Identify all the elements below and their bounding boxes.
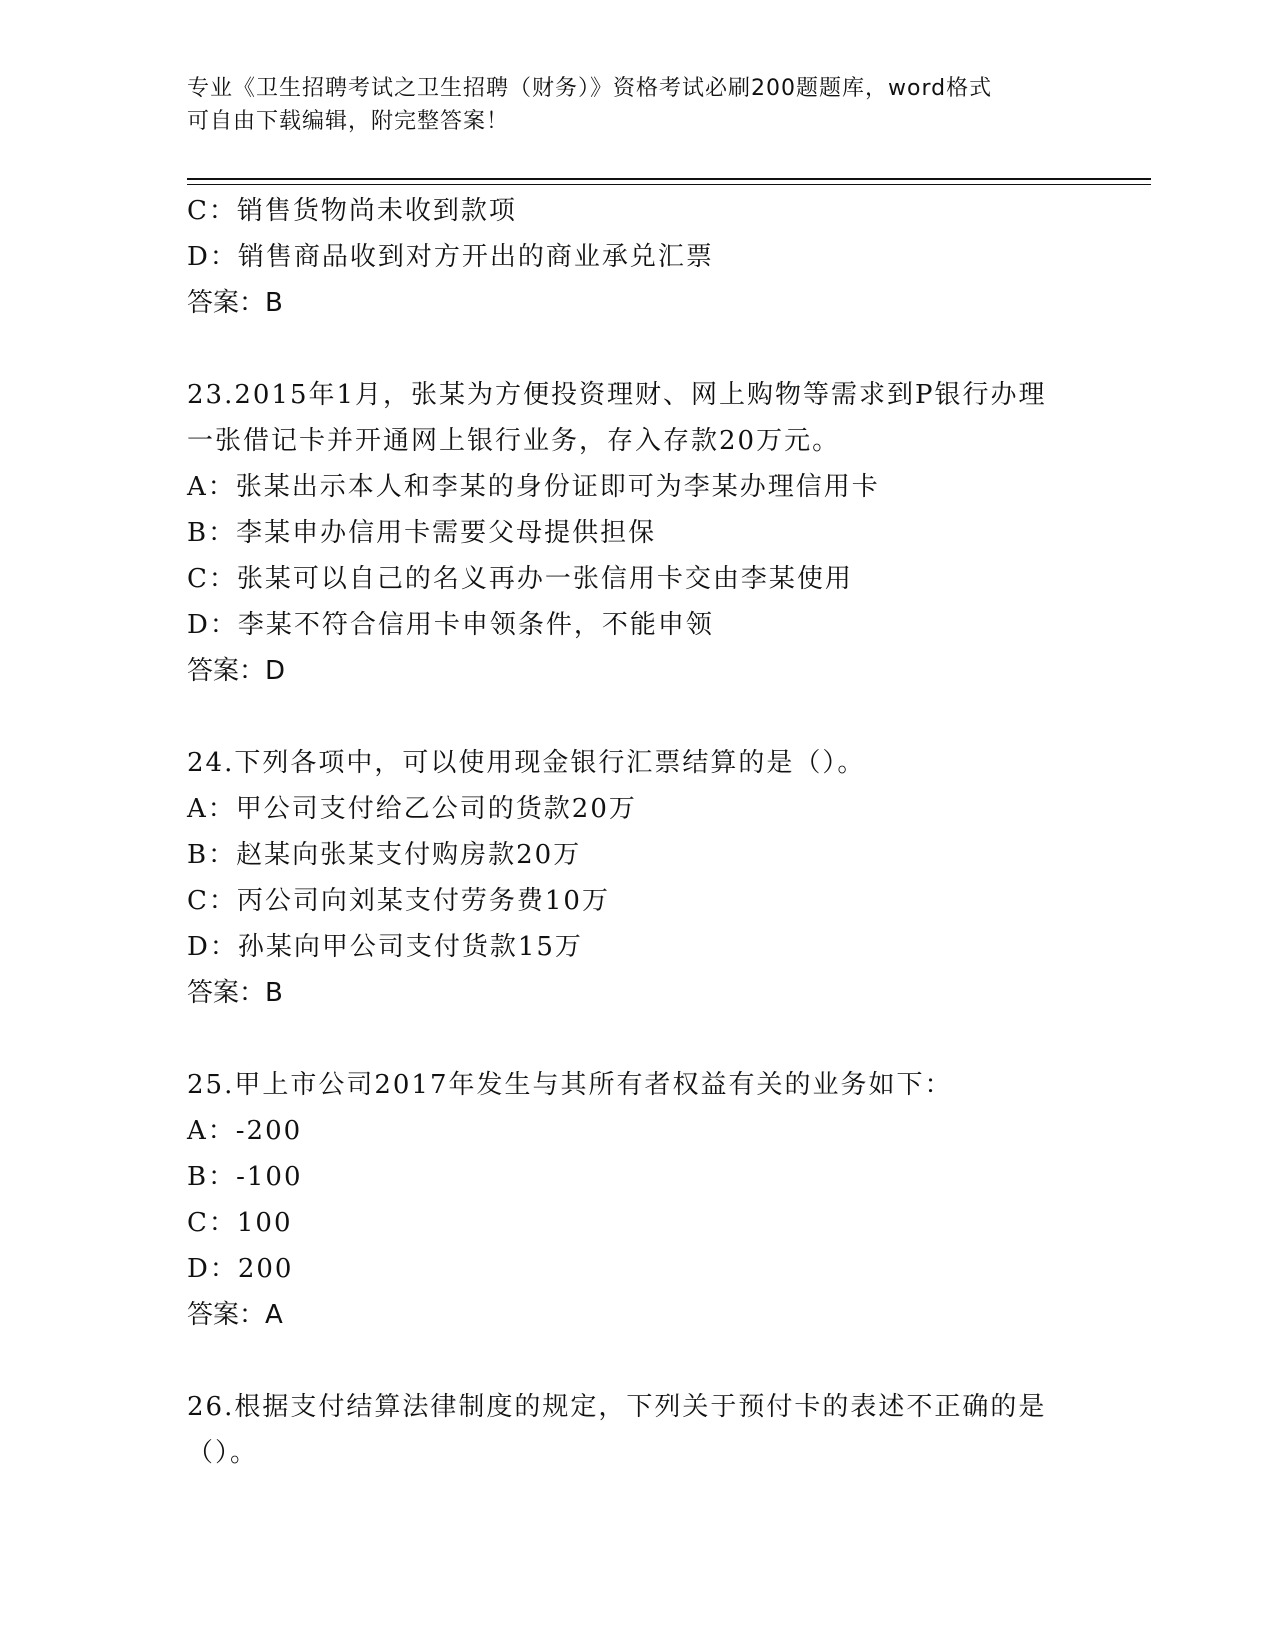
spacer xyxy=(187,1338,1087,1384)
answer-line: 答案：D xyxy=(187,656,286,686)
option-c: C：张某可以自己的名义再办一张信用卡交由李某使用 xyxy=(187,564,853,594)
option-b: B：-100 xyxy=(187,1162,303,1192)
question-list xyxy=(187,188,1087,1476)
option-c: C：100 xyxy=(187,1208,293,1238)
question-block-24 xyxy=(187,740,1087,1016)
question-stem: （）。 xyxy=(187,1438,259,1468)
header-title-line-1: 专业《卫生招聘考试之卫生招聘（财务）》资格考试必刷200题题库，word格式 xyxy=(187,76,993,101)
header-divider-thick xyxy=(187,178,1151,180)
option-c: C：丙公司向刘某支付劳务费10万 xyxy=(187,886,610,916)
answer-line: 答案：B xyxy=(187,978,283,1008)
question-block-23 xyxy=(187,372,1087,694)
option-d: D：销售商品收到对方开出的商业承兑汇票 xyxy=(187,242,714,272)
answer-line: 答案：A xyxy=(187,1300,283,1330)
question-stem: 23.2015年1月，张某为方便投资理财、网上购物等需求到P银行办理 xyxy=(187,380,1047,410)
question-block-previous xyxy=(187,188,1087,326)
spacer xyxy=(187,694,1087,740)
option-b: B：李某申办信用卡需要父母提供担保 xyxy=(187,518,657,548)
spacer xyxy=(187,326,1087,372)
option-c: C：销售货物尚未收到款项 xyxy=(187,196,517,226)
option-d: D：李某不符合信用卡申领条件，不能申领 xyxy=(187,610,714,640)
answer-line: 答案：B xyxy=(187,288,283,318)
question-stem: 26.根据支付结算法律制度的规定，下列关于预付卡的表述不正确的是 xyxy=(187,1392,1047,1422)
question-stem: 一张借记卡并开通网上银行业务，存入存款20万元。 xyxy=(187,426,841,456)
header-divider-thin xyxy=(187,184,1151,185)
option-a: A：甲公司支付给乙公司的货款20万 xyxy=(187,794,637,824)
option-a: A：-200 xyxy=(187,1116,303,1146)
question-block-26 xyxy=(187,1384,1087,1476)
option-b: B：赵某向张某支付购房款20万 xyxy=(187,840,582,870)
question-stem: 24.下列各项中，可以使用现金银行汇票结算的是（）。 xyxy=(187,748,866,778)
option-d: D：孙某向甲公司支付货款15万 xyxy=(187,932,583,962)
spacer xyxy=(187,1016,1087,1062)
question-block-25 xyxy=(187,1062,1087,1338)
header-title-line-2: 可自由下载编辑，附完整答案！ xyxy=(187,109,510,134)
option-d: D：200 xyxy=(187,1254,294,1284)
question-stem: 25.甲上市公司2017年发生与其所有者权益有关的业务如下： xyxy=(187,1070,953,1100)
option-a: A：张某出示本人和李某的身份证即可为李某办理信用卡 xyxy=(187,472,880,502)
document-header xyxy=(187,72,1087,138)
